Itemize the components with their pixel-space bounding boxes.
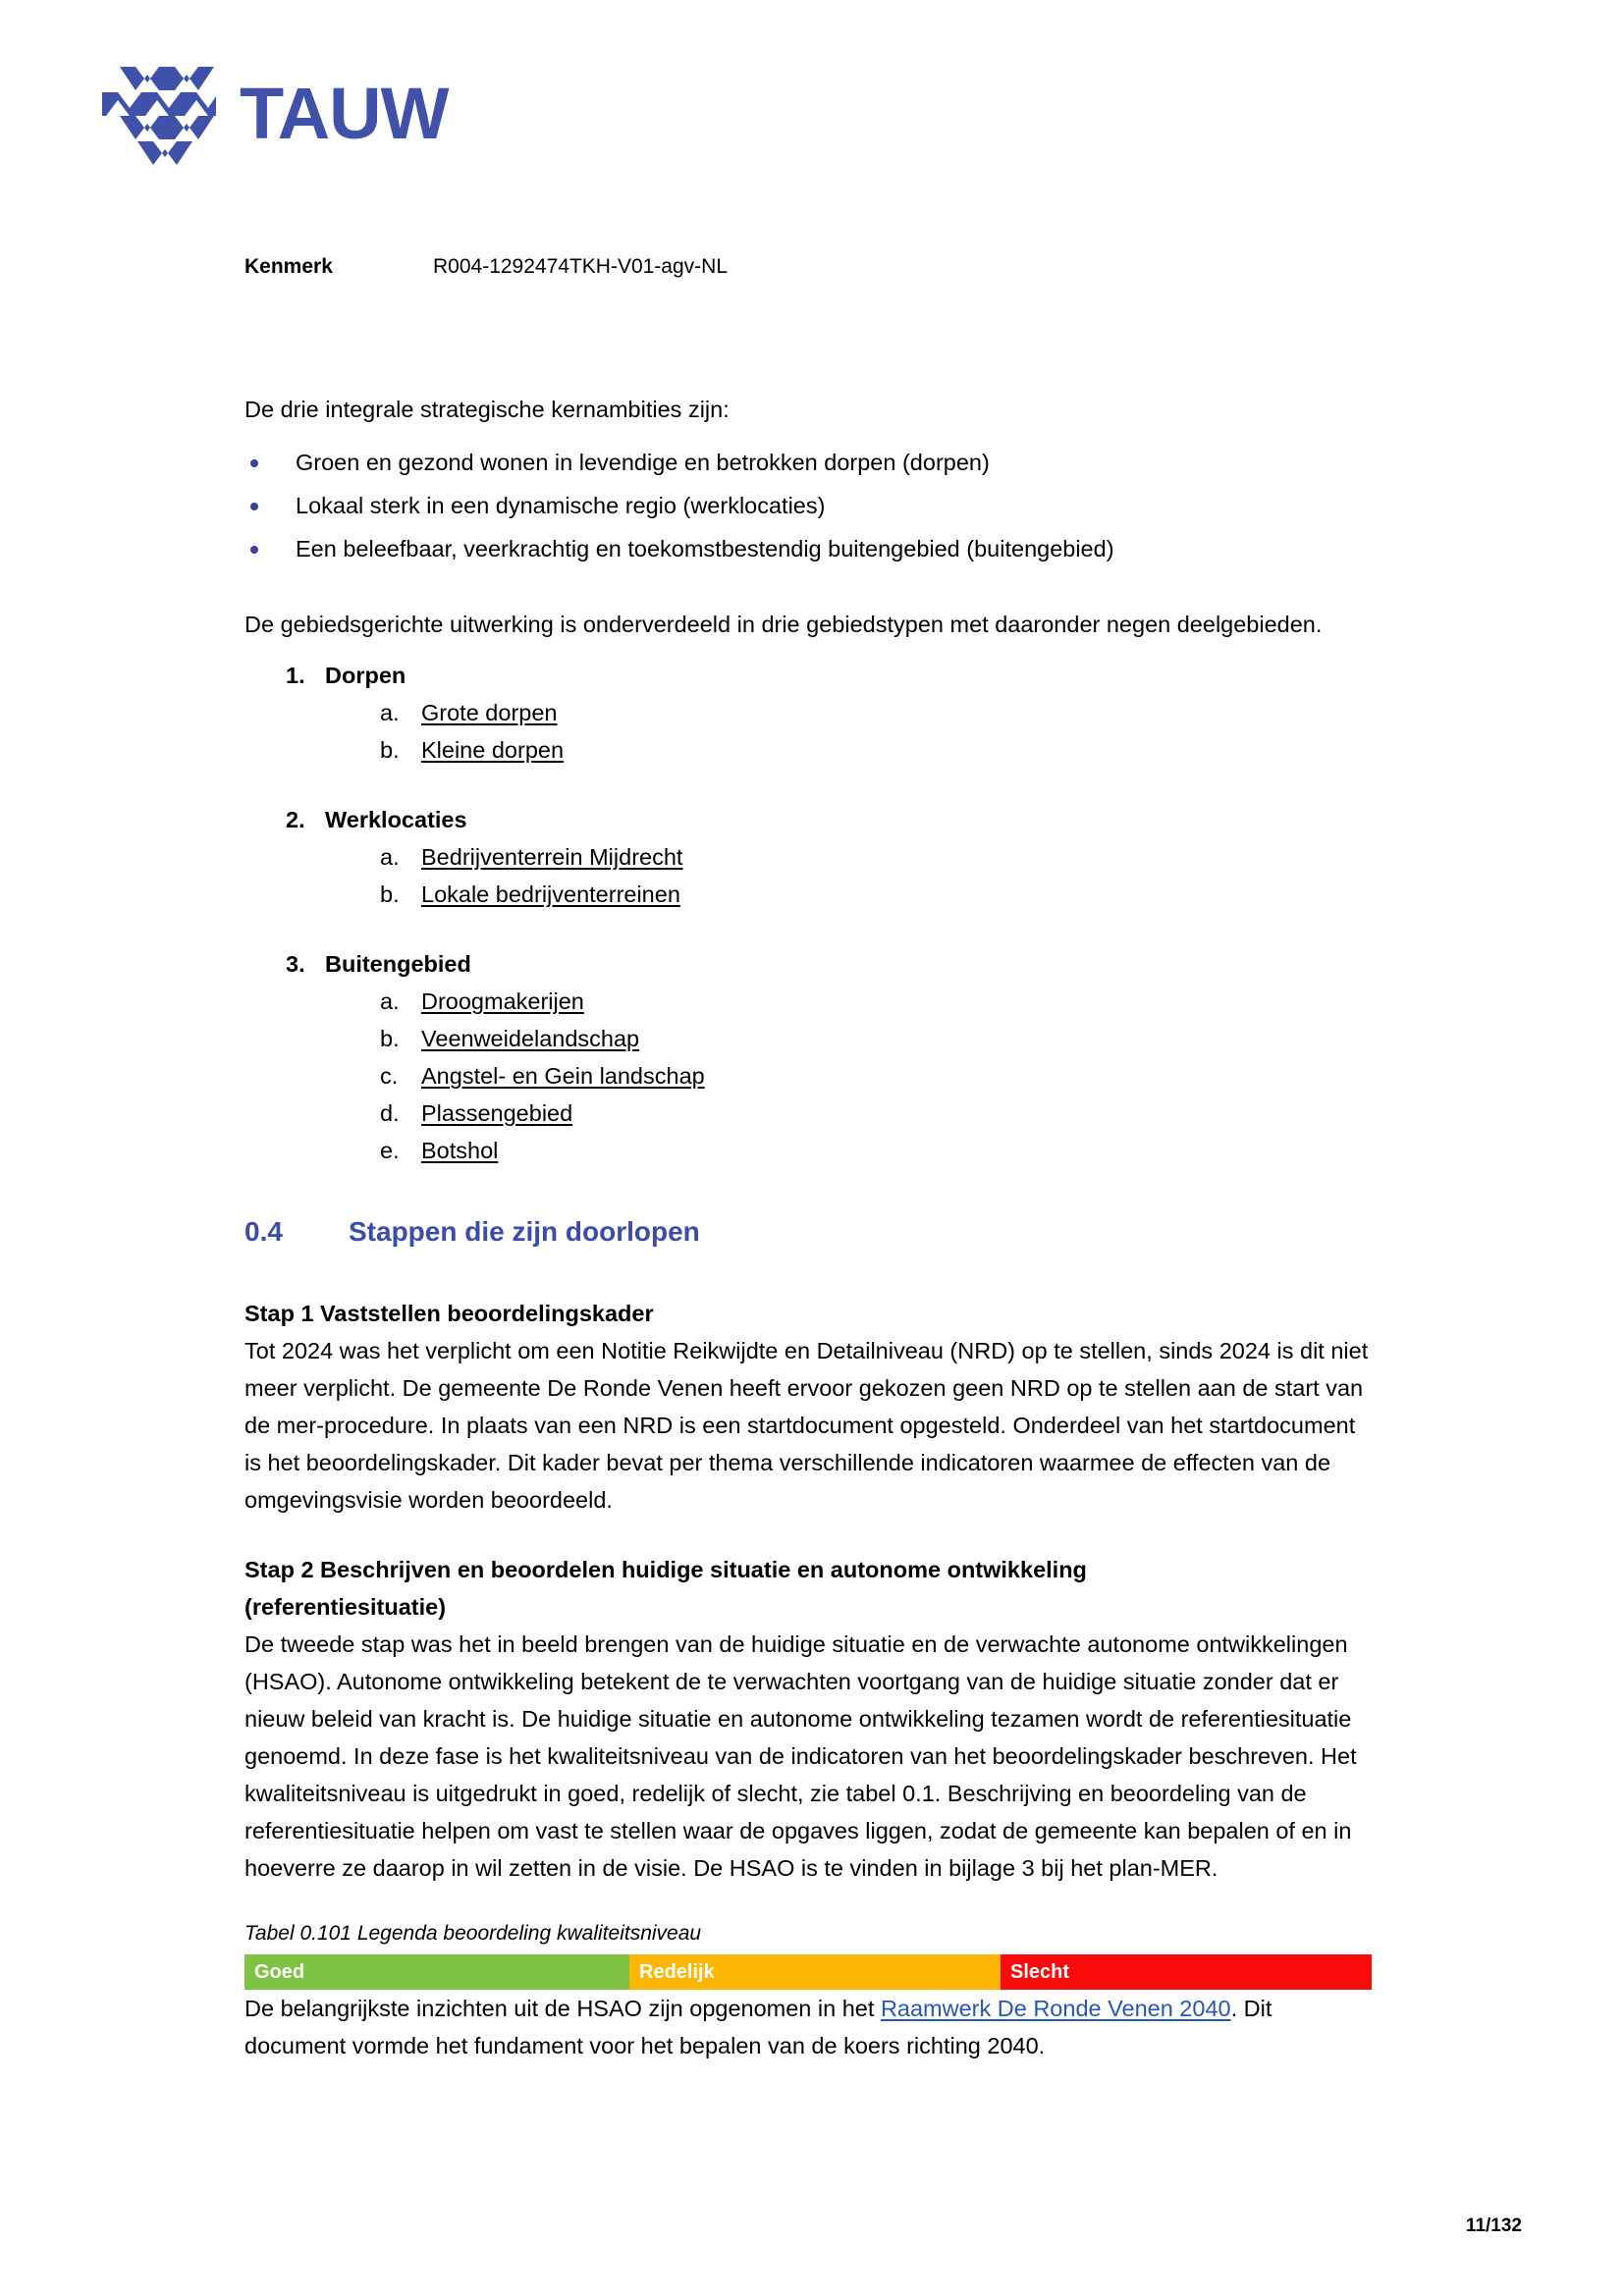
- sub-label[interactable]: Plassengebied: [421, 1100, 573, 1126]
- sub-marker: b.: [380, 1026, 400, 1051]
- sub-label[interactable]: Droogmakerijen: [421, 988, 584, 1014]
- outline-item-werklocaties: [244, 801, 1372, 838]
- sub-marker: a.: [380, 844, 400, 870]
- list-item[interactable]: [244, 1132, 1372, 1169]
- outline-item-dorpen: [244, 657, 1372, 694]
- tauw-wordmark: TAUW: [240, 73, 449, 154]
- sub-marker: b.: [380, 737, 400, 763]
- legend-label: Goed: [254, 1960, 305, 1983]
- gebiedsgerichte-paragraph: De gebiedsgerichte uitwerking is onderverdeeld in drie gebiedstypen met daaronder negen deelgebieden.: [244, 612, 1323, 637]
- list-item[interactable]: [244, 1020, 1372, 1057]
- sub-marker: e.: [380, 1138, 400, 1163]
- list-item: [244, 444, 1372, 481]
- sub-marker: a.: [380, 700, 400, 725]
- kwaliteitsniveau-legend: [244, 1952, 1372, 1990]
- section-title: Stappen die zijn doorlopen: [349, 1216, 700, 1247]
- table-caption: Tabel 0.101 Legenda beoordeling kwaliteitsniveau: [244, 1922, 702, 1945]
- outline-sublist: [244, 694, 1372, 769]
- ambities-list: [244, 444, 1372, 567]
- outline-marker: 2.: [286, 807, 305, 832]
- outline-list: [244, 657, 1372, 1169]
- legend-label: Slecht: [1010, 1960, 1070, 1983]
- bullet-icon: [250, 503, 258, 510]
- raamwerk-link[interactable]: Raamwerk De Ronde Venen 2040: [880, 1996, 1231, 2021]
- closing-line2: Dit document vormde het fundament voor het bepalen van de koers richting 2040.: [244, 1996, 1272, 2058]
- kenmerk-value: R004-1292474TKH-V01-agv-NL: [433, 255, 728, 278]
- list-item[interactable]: [244, 1095, 1372, 1132]
- tauw-logo: [98, 59, 448, 169]
- outline-title: Dorpen: [325, 663, 406, 688]
- list-item[interactable]: [244, 1057, 1372, 1095]
- stap1-paragraph: Tot 2024 was het verplicht om een Notitie Reikwijdte en Detailniveau (NRD) op te stellen, sinds 2024 is dit niet meer verplicht. De gemeente De Ronde Venen heeft ervoor gekozen geen NRD op te stellen aan de start van de mer-procedure. In plaats van een NRD is een startdocument opgesteld. Onderdeel van het startdocument is het beoordelingskader. Dit kader bevat per thema verschillende indicatoren waarmee de effecten van de omgevingsvisie worden beoordeeld.: [244, 1338, 1369, 1513]
- list-item: [244, 487, 1372, 524]
- list-item-label: Lokaal sterk in een dynamische regio (werklocaties): [296, 493, 826, 518]
- legend-cell-redelijk: [629, 1954, 1001, 1990]
- kenmerk-row: [244, 253, 728, 280]
- tauw-logo-mark-icon: [98, 59, 218, 169]
- legend-cell-slecht: [1001, 1954, 1372, 1990]
- sub-label[interactable]: Angstel- en Gein landschap: [421, 1063, 705, 1089]
- stap2-heading-line2: (referentiesituatie): [244, 1594, 447, 1620]
- section-number: 0.4: [244, 1216, 283, 1247]
- outline-title: Buitengebied: [325, 951, 471, 977]
- list-item[interactable]: [244, 838, 1372, 876]
- sub-label[interactable]: Kleine dorpen: [421, 737, 565, 763]
- sub-label[interactable]: Botshol: [421, 1138, 499, 1163]
- stap2-heading-line1: Stap 2 Beschrijven en beoordelen huidige situatie en autonome ontwikkeling: [244, 1557, 1087, 1582]
- bullet-icon: [250, 546, 258, 554]
- section-heading-0-4: [244, 1214, 1372, 1250]
- list-item[interactable]: [244, 731, 1372, 769]
- sub-label[interactable]: Lokale bedrijventerreinen: [421, 881, 680, 907]
- closing-paragraph: [244, 1990, 1372, 2064]
- sub-marker: c.: [380, 1063, 399, 1089]
- sub-marker: b.: [380, 881, 400, 907]
- closing-text-after: .: [1230, 1996, 1238, 2021]
- outline-item-buitengebied: [244, 945, 1372, 983]
- stap1-heading: Stap 1 Vaststellen beoordelingskader: [244, 1301, 654, 1326]
- document-body: [244, 391, 1372, 2064]
- sub-label[interactable]: Veenweidelandschap: [421, 1026, 640, 1051]
- closing-text-before: De belangrijkste inzichten uit de HSAO zijn opgenomen in het: [244, 1996, 881, 2021]
- sub-marker: a.: [380, 988, 400, 1014]
- sub-label[interactable]: Bedrijventerrein Mijdrecht: [421, 844, 683, 870]
- list-item[interactable]: [244, 876, 1372, 913]
- list-item-label: Groen en gezond wonen in levendige en betrokken dorpen (dorpen): [296, 450, 990, 475]
- legend-cell-goed: [244, 1954, 629, 1990]
- list-item: [244, 530, 1372, 567]
- list-item[interactable]: [244, 694, 1372, 731]
- sub-label[interactable]: Grote dorpen: [421, 700, 558, 725]
- intro-paragraph: De drie integrale strategische kernambities zijn:: [244, 397, 730, 422]
- outline-marker: 1.: [286, 663, 305, 688]
- outline-title: Werklocaties: [325, 807, 467, 832]
- kenmerk-label: Kenmerk: [244, 255, 333, 278]
- bullet-icon: [250, 459, 258, 467]
- page-number: 11/132: [1465, 2216, 1522, 2236]
- list-item-label: Een beleefbaar, veerkrachtig en toekomstbestendig buitengebied (buitengebied): [296, 536, 1114, 561]
- sub-marker: d.: [380, 1100, 400, 1126]
- list-item[interactable]: [244, 983, 1372, 1020]
- outline-marker: 3.: [286, 951, 305, 977]
- legend-label: Redelijk: [639, 1960, 715, 1983]
- outline-sublist: [244, 838, 1372, 913]
- stap2-paragraph: De tweede stap was het in beeld brengen van de huidige situatie en de verwachte autonome ontwikkelingen (HSAO). Autonome ontwikkeling betekent de te verwachten voortgang van de huidige situatie zonder dat er nieuw beleid van kracht is. De huidige situatie en autonome ontwikkeling tezamen wordt de referentiesituatie genoemd. In deze fase is het kwaliteitsniveau van de indicatoren van het beoordelingskader beschreven. Het kwaliteitsniveau is uitgedrukt in goed, redelijk of slecht, zie tabel 0.1. Beschrijving en beoordeling van de referentiesituatie helpen om vast te stellen waar de opgaves liggen, zodat de gemeente kan bepalen of en in hoeverre ze daarop in wil zetten in de visie. De HSAO is te vinden in bijlage 3 bij het plan-MER.: [244, 1631, 1357, 1881]
- outline-sublist: [244, 983, 1372, 1169]
